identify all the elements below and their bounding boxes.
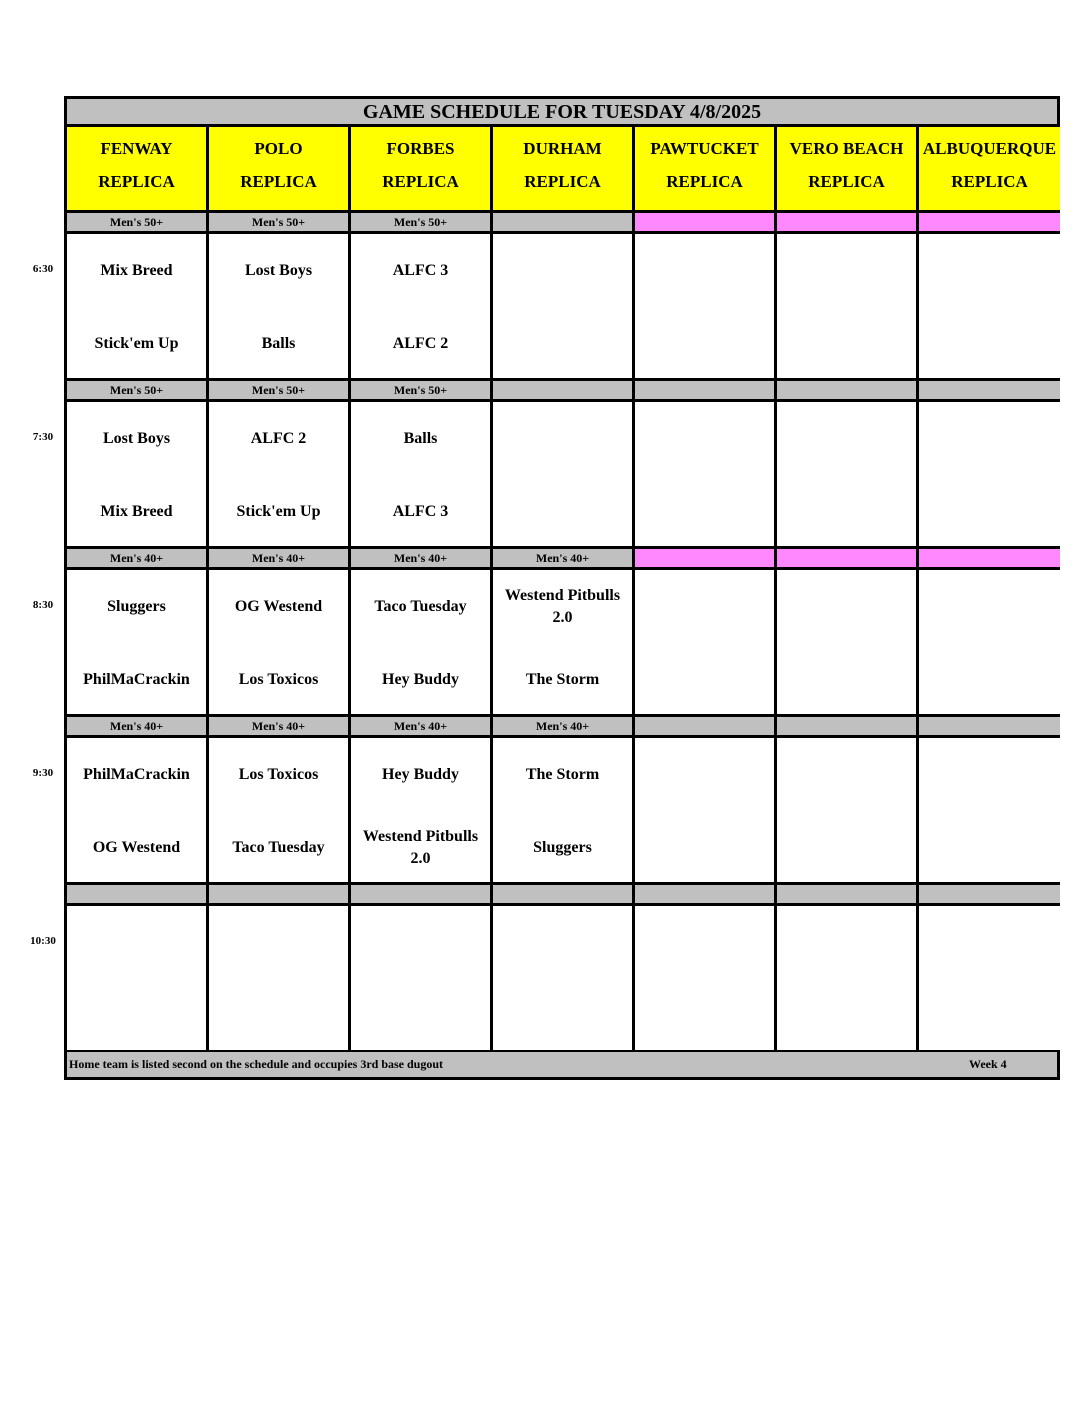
game-cell — [209, 570, 351, 717]
away-team: Taco Tuesday — [374, 598, 467, 615]
division-label — [493, 381, 635, 402]
division-label: Men's 50+ — [209, 381, 351, 402]
game-cell — [67, 738, 209, 885]
game-cell — [919, 906, 1060, 1053]
time-label: 9:30 — [32, 767, 54, 779]
time-label: 10:30 — [30, 935, 56, 947]
division-label — [919, 885, 1060, 906]
game-cell — [919, 402, 1060, 549]
division-label: Men's 50+ — [209, 213, 351, 234]
field-header — [777, 127, 919, 213]
home-team: Stick'em Up — [94, 335, 179, 352]
field-name: DURHAM — [523, 139, 602, 158]
division-label — [635, 885, 777, 906]
division-label: Men's 50+ — [67, 213, 209, 234]
field-subtitle: REPLICA — [382, 172, 459, 191]
schedule-table — [64, 96, 1060, 1080]
home-team: Hey Buddy — [382, 671, 459, 688]
time-label: 7:30 — [32, 431, 54, 443]
division-label: Men's 40+ — [493, 717, 635, 738]
game-cell — [919, 570, 1060, 717]
home-team: The Storm — [525, 671, 600, 688]
game-cell — [777, 570, 919, 717]
division-label — [777, 717, 919, 738]
division-label — [919, 381, 1060, 402]
home-team: OG Westend — [92, 839, 181, 856]
division-label — [351, 885, 493, 906]
away-team: Balls — [403, 430, 438, 447]
field-header — [209, 127, 351, 213]
away-team: ALFC 2 — [250, 430, 307, 447]
game-cell — [635, 570, 777, 717]
game-cell — [635, 906, 777, 1053]
field-name: VERO BEACH — [789, 139, 904, 158]
game-cell — [67, 570, 209, 717]
game-cell — [777, 738, 919, 885]
game-cell — [777, 402, 919, 549]
division-label — [777, 885, 919, 906]
division-label — [493, 885, 635, 906]
home-team: Los Toxicos — [238, 671, 319, 688]
game-cell — [67, 234, 209, 381]
game-cell — [493, 402, 635, 549]
field-name: FORBES — [386, 139, 455, 158]
game-cell — [635, 234, 777, 381]
division-label — [919, 717, 1060, 738]
away-team: The Storm — [525, 766, 600, 783]
field-header — [919, 127, 1060, 213]
division-label: Men's 40+ — [351, 717, 493, 738]
division-label — [635, 213, 777, 234]
home-team: Taco Tuesday — [232, 839, 325, 856]
game-cell — [777, 234, 919, 381]
game-cell — [777, 906, 919, 1053]
field-name: ALBUQUERQUE — [922, 139, 1057, 158]
division-label — [67, 885, 209, 906]
game-cell — [635, 402, 777, 549]
home-team: Mix Breed — [100, 503, 173, 520]
footer-note: Home team is listed second on the schedule and occupies 3rd base dugout — [69, 1057, 444, 1071]
division-label: Men's 40+ — [351, 549, 493, 570]
game-cell — [67, 906, 209, 1053]
field-subtitle: REPLICA — [666, 172, 743, 191]
division-label — [777, 381, 919, 402]
time-label: 8:30 — [32, 599, 54, 611]
schedule-title: GAME SCHEDULE FOR TUESDAY 4/8/2025 — [67, 99, 1057, 127]
division-label — [635, 381, 777, 402]
division-label — [635, 717, 777, 738]
game-cell — [493, 570, 635, 717]
home-team: ALFC 3 — [392, 503, 449, 520]
game-cell — [351, 570, 493, 717]
week-label: Week 4 — [969, 1057, 1007, 1071]
division-label — [493, 213, 635, 234]
game-cell — [209, 234, 351, 381]
home-team: Westend Pitbulls 2.0 — [362, 828, 479, 867]
game-cell — [209, 906, 351, 1053]
division-label: Men's 40+ — [209, 549, 351, 570]
field-name: FENWAY — [100, 139, 173, 158]
away-team: Lost Boys — [244, 262, 313, 279]
away-team: Lost Boys — [102, 430, 171, 447]
division-label — [777, 213, 919, 234]
field-subtitle: REPLICA — [524, 172, 601, 191]
away-team: Hey Buddy — [382, 766, 459, 783]
division-label: Men's 50+ — [67, 381, 209, 402]
game-cell — [67, 402, 209, 549]
home-team: Stick'em Up — [236, 503, 321, 520]
away-team: Los Toxicos — [238, 766, 319, 783]
game-cell — [351, 234, 493, 381]
game-cell — [209, 402, 351, 549]
division-label: Men's 40+ — [67, 549, 209, 570]
home-team: PhilMaCrackin — [83, 671, 190, 688]
division-label — [919, 549, 1060, 570]
game-cell — [919, 234, 1060, 381]
field-header — [635, 127, 777, 213]
game-cell — [493, 906, 635, 1053]
away-team: Sluggers — [107, 598, 166, 615]
field-subtitle: REPLICA — [808, 172, 885, 191]
game-cell — [493, 738, 635, 885]
field-subtitle: REPLICA — [951, 172, 1028, 191]
away-team: ALFC 3 — [392, 262, 449, 279]
home-team: Balls — [261, 335, 296, 352]
away-team: Westend Pitbulls 2.0 — [504, 587, 621, 626]
game-cell — [351, 906, 493, 1053]
division-label: Men's 40+ — [67, 717, 209, 738]
game-cell — [919, 738, 1060, 885]
field-subtitle: REPLICA — [240, 172, 317, 191]
field-subtitle: REPLICA — [98, 172, 175, 191]
footer-bar — [67, 1052, 1057, 1077]
away-team: PhilMaCrackin — [83, 766, 190, 783]
field-name: POLO — [254, 139, 303, 158]
home-team: ALFC 2 — [392, 335, 449, 352]
division-label: Men's 50+ — [351, 213, 493, 234]
away-team: OG Westend — [234, 598, 323, 615]
away-team: Mix Breed — [100, 262, 173, 279]
division-label: Men's 40+ — [493, 549, 635, 570]
field-header — [67, 127, 209, 213]
division-label — [209, 885, 351, 906]
division-label — [919, 213, 1060, 234]
home-team: Sluggers — [533, 839, 592, 856]
field-header — [351, 127, 493, 213]
field-header — [493, 127, 635, 213]
game-cell — [635, 738, 777, 885]
game-cell — [493, 234, 635, 381]
game-cell — [209, 738, 351, 885]
division-label: Men's 50+ — [351, 381, 493, 402]
game-cell — [351, 738, 493, 885]
division-label — [777, 549, 919, 570]
game-cell — [351, 402, 493, 549]
time-label: 6:30 — [32, 263, 54, 275]
division-label — [635, 549, 777, 570]
division-label: Men's 40+ — [209, 717, 351, 738]
field-name: PAWTUCKET — [650, 139, 759, 158]
